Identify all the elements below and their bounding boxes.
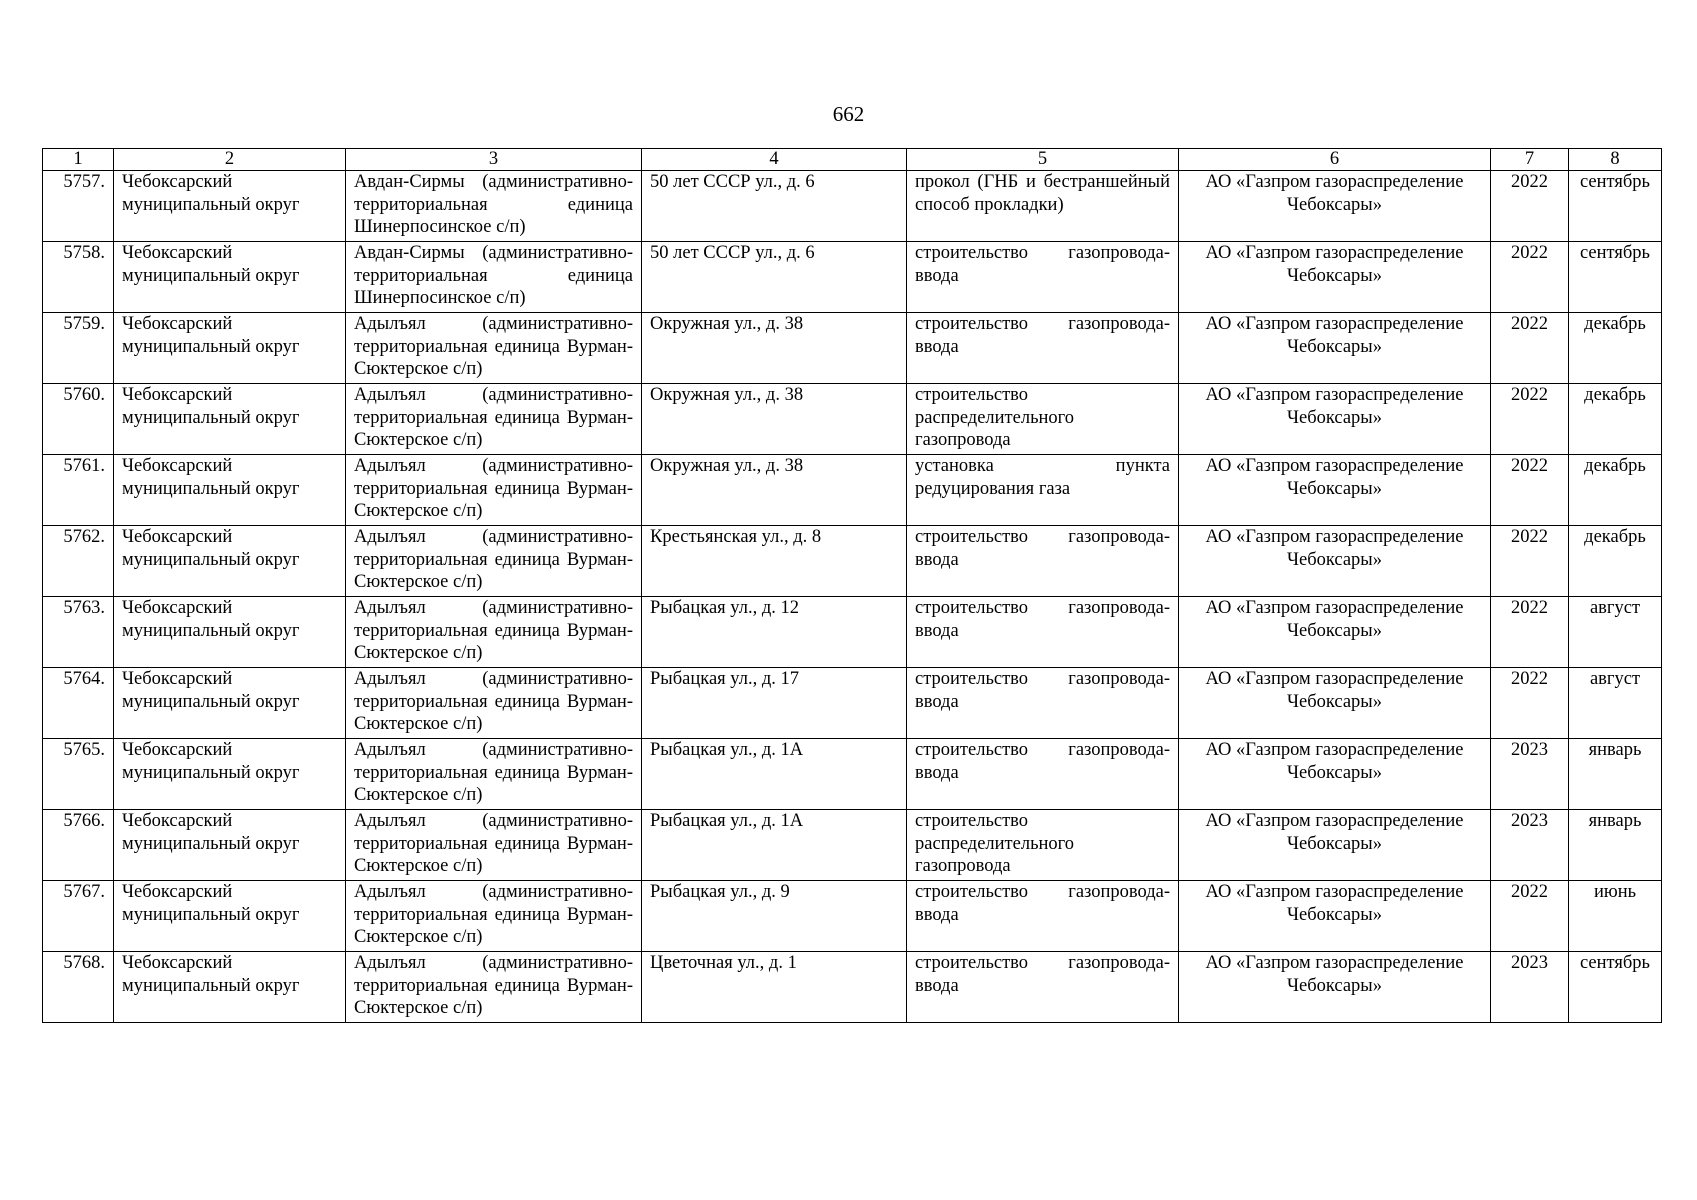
organization-cell: АО «Газпром газораспределение Чебоксары» xyxy=(1179,810,1491,881)
work-type-cell: строительство газопровода-ввода xyxy=(907,881,1179,952)
table-row xyxy=(43,455,1662,526)
row-number-cell: 5764. xyxy=(43,668,114,739)
address-cell: Окружная ул., д. 38 xyxy=(642,313,907,384)
header-row xyxy=(43,149,1662,171)
organization-cell: АО «Газпром газораспределение Чебоксары» xyxy=(1179,313,1491,384)
table-body xyxy=(43,171,1662,1023)
organization-cell: АО «Газпром газораспределение Чебоксары» xyxy=(1179,455,1491,526)
locality-cell: Адылъял (административно-территориальная единица Вурман-Сюктерское с/п) xyxy=(346,526,642,597)
locality-cell: Адылъял (административно-территориальная единица Вурман-Сюктерское с/п) xyxy=(346,455,642,526)
month-cell: декабрь xyxy=(1569,526,1662,597)
locality-cell: Адылъял (административно-территориальная единица Вурман-Сюктерское с/п) xyxy=(346,384,642,455)
header-cell: 7 xyxy=(1491,149,1569,171)
month-cell: сентябрь xyxy=(1569,242,1662,313)
month-cell: август xyxy=(1569,597,1662,668)
year-cell: 2022 xyxy=(1491,455,1569,526)
organization-cell: АО «Газпром газораспределение Чебоксары» xyxy=(1179,171,1491,242)
year-cell: 2022 xyxy=(1491,384,1569,455)
district-cell: Чебоксарский муниципальный округ xyxy=(114,455,346,526)
month-cell: декабрь xyxy=(1569,455,1662,526)
work-type-cell: строительство газопровода-ввода xyxy=(907,952,1179,1023)
work-type-cell: строительство распределительного газопровода xyxy=(907,384,1179,455)
month-cell: сентябрь xyxy=(1569,171,1662,242)
address-cell: Рыбацкая ул., д. 12 xyxy=(642,597,907,668)
table-row xyxy=(43,597,1662,668)
work-type-cell: строительство газопровода-ввода xyxy=(907,526,1179,597)
locality-cell: Адылъял (административно-территориальная единица Вурман-Сюктерское с/п) xyxy=(346,810,642,881)
address-cell: Рыбацкая ул., д. 1А xyxy=(642,739,907,810)
header-cell: 6 xyxy=(1179,149,1491,171)
month-cell: декабрь xyxy=(1569,384,1662,455)
row-number-cell: 5762. xyxy=(43,526,114,597)
work-type-cell: установка пункта редуцирования газа xyxy=(907,455,1179,526)
work-type-cell: строительство газопровода-ввода xyxy=(907,242,1179,313)
header-cell: 8 xyxy=(1569,149,1662,171)
address-cell: Рыбацкая ул., д. 1А xyxy=(642,810,907,881)
district-cell: Чебоксарский муниципальный округ xyxy=(114,810,346,881)
month-cell: июнь xyxy=(1569,881,1662,952)
work-type-cell: строительство газопровода-ввода xyxy=(907,313,1179,384)
header-cell: 5 xyxy=(907,149,1179,171)
header-cell: 1 xyxy=(43,149,114,171)
organization-cell: АО «Газпром газораспределение Чебоксары» xyxy=(1179,526,1491,597)
year-cell: 2022 xyxy=(1491,597,1569,668)
header-cell: 2 xyxy=(114,149,346,171)
address-cell: Рыбацкая ул., д. 9 xyxy=(642,881,907,952)
table-row xyxy=(43,881,1662,952)
locality-cell: Адылъял (административно-территориальная единица Вурман-Сюктерское с/п) xyxy=(346,739,642,810)
row-number-cell: 5761. xyxy=(43,455,114,526)
district-cell: Чебоксарский муниципальный округ xyxy=(114,171,346,242)
year-cell: 2022 xyxy=(1491,242,1569,313)
organization-cell: АО «Газпром газораспределение Чебоксары» xyxy=(1179,739,1491,810)
year-cell: 2023 xyxy=(1491,952,1569,1023)
address-cell: Окружная ул., д. 38 xyxy=(642,384,907,455)
data-table xyxy=(42,148,1662,1023)
year-cell: 2022 xyxy=(1491,526,1569,597)
district-cell: Чебоксарский муниципальный округ xyxy=(114,242,346,313)
address-cell: Цветочная ул., д. 1 xyxy=(642,952,907,1023)
header-cell: 3 xyxy=(346,149,642,171)
table-row xyxy=(43,242,1662,313)
year-cell: 2023 xyxy=(1491,810,1569,881)
locality-cell: Адылъял (административно-территориальная единица Вурман-Сюктерское с/п) xyxy=(346,668,642,739)
work-type-cell: строительство газопровода-ввода xyxy=(907,597,1179,668)
locality-cell: Адылъял (административно-территориальная единица Вурман-Сюктерское с/п) xyxy=(346,881,642,952)
row-number-cell: 5759. xyxy=(43,313,114,384)
address-cell: 50 лет СССР ул., д. 6 xyxy=(642,171,907,242)
organization-cell: АО «Газпром газораспределение Чебоксары» xyxy=(1179,881,1491,952)
month-cell: август xyxy=(1569,668,1662,739)
row-number-cell: 5760. xyxy=(43,384,114,455)
table-row xyxy=(43,171,1662,242)
district-cell: Чебоксарский муниципальный округ xyxy=(114,739,346,810)
year-cell: 2022 xyxy=(1491,668,1569,739)
organization-cell: АО «Газпром газораспределение Чебоксары» xyxy=(1179,242,1491,313)
work-type-cell: строительство газопровода-ввода xyxy=(907,739,1179,810)
month-cell: январь xyxy=(1569,810,1662,881)
locality-cell: Адылъял (административно-территориальная единица Вурман-Сюктерское с/п) xyxy=(346,313,642,384)
district-cell: Чебоксарский муниципальный округ xyxy=(114,384,346,455)
address-cell: Крестьянская ул., д. 8 xyxy=(642,526,907,597)
district-cell: Чебоксарский муниципальный округ xyxy=(114,526,346,597)
table-row xyxy=(43,526,1662,597)
row-number-cell: 5763. xyxy=(43,597,114,668)
row-number-cell: 5765. xyxy=(43,739,114,810)
organization-cell: АО «Газпром газораспределение Чебоксары» xyxy=(1179,597,1491,668)
row-number-cell: 5757. xyxy=(43,171,114,242)
locality-cell: Адылъял (административно-территориальная единица Вурман-Сюктерское с/п) xyxy=(346,952,642,1023)
organization-cell: АО «Газпром газораспределение Чебоксары» xyxy=(1179,668,1491,739)
month-cell: декабрь xyxy=(1569,313,1662,384)
work-type-cell: строительство распределительного газопровода xyxy=(907,810,1179,881)
organization-cell: АО «Газпром газораспределение Чебоксары» xyxy=(1179,384,1491,455)
year-cell: 2023 xyxy=(1491,739,1569,810)
district-cell: Чебоксарский муниципальный округ xyxy=(114,881,346,952)
page-number: 662 xyxy=(832,102,865,126)
address-cell: Рыбацкая ул., д. 17 xyxy=(642,668,907,739)
table-row xyxy=(43,668,1662,739)
organization-cell: АО «Газпром газораспределение Чебоксары» xyxy=(1179,952,1491,1023)
row-number-cell: 5767. xyxy=(43,881,114,952)
row-number-cell: 5768. xyxy=(43,952,114,1023)
district-cell: Чебоксарский муниципальный округ xyxy=(114,597,346,668)
address-cell: 50 лет СССР ул., д. 6 xyxy=(642,242,907,313)
year-cell: 2022 xyxy=(1491,881,1569,952)
address-cell: Окружная ул., д. 38 xyxy=(642,455,907,526)
district-cell: Чебоксарский муниципальный округ xyxy=(114,313,346,384)
header-cell: 4 xyxy=(642,149,907,171)
year-cell: 2022 xyxy=(1491,313,1569,384)
locality-cell: Авдан-Сирмы (административно-территориальная единица Шинерпосинское с/п) xyxy=(346,171,642,242)
month-cell: январь xyxy=(1569,739,1662,810)
row-number-cell: 5758. xyxy=(43,242,114,313)
district-cell: Чебоксарский муниципальный округ xyxy=(114,668,346,739)
month-cell: сентябрь xyxy=(1569,952,1662,1023)
row-number-cell: 5766. xyxy=(43,810,114,881)
work-type-cell: прокол (ГНБ и бестраншейный способ прокладки) xyxy=(907,171,1179,242)
locality-cell: Адылъял (административно-территориальная единица Вурман-Сюктерское с/п) xyxy=(346,597,642,668)
district-cell: Чебоксарский муниципальный округ xyxy=(114,952,346,1023)
table-row xyxy=(43,739,1662,810)
table-row xyxy=(43,952,1662,1023)
locality-cell: Авдан-Сирмы (административно-территориальная единица Шинерпосинское с/п) xyxy=(346,242,642,313)
work-type-cell: строительство газопровода-ввода xyxy=(907,668,1179,739)
table-row xyxy=(43,313,1662,384)
table-row xyxy=(43,810,1662,881)
table-row xyxy=(43,384,1662,455)
year-cell: 2022 xyxy=(1491,171,1569,242)
